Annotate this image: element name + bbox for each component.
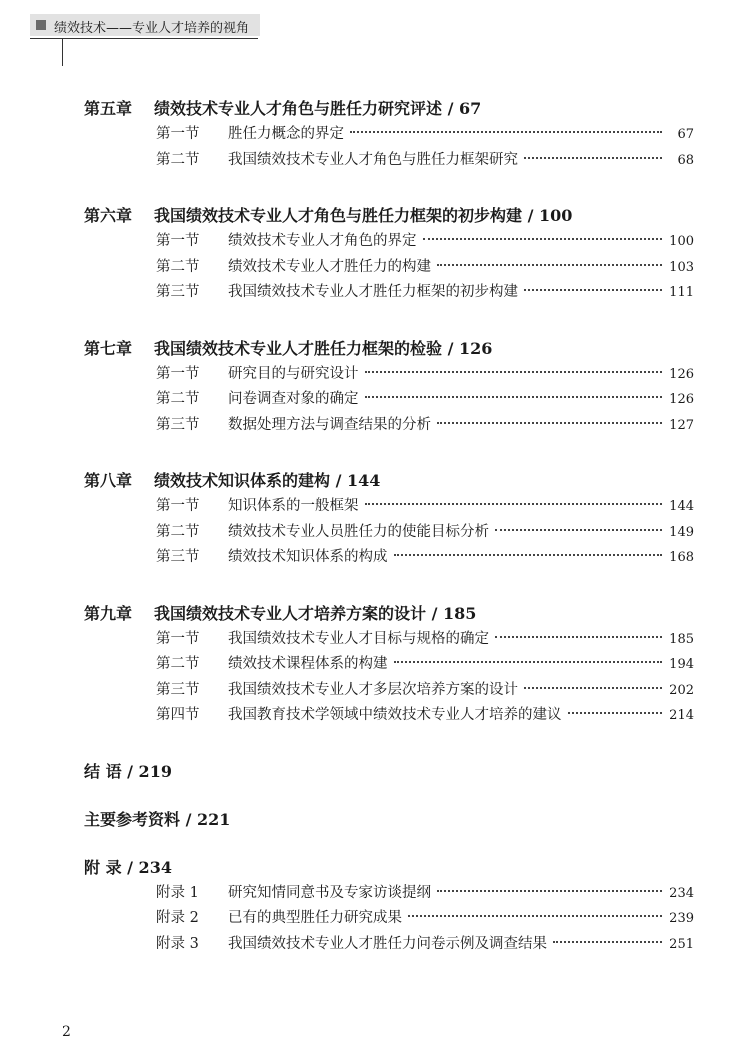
page-ref: 111 (669, 285, 694, 300)
header-tick (62, 38, 63, 66)
dot-leader (394, 554, 663, 556)
page-ref: 185 (669, 631, 694, 647)
section-title: 我国绩效技术专业人才多层次培养方案的设计 (228, 681, 518, 698)
chapter-heading (84, 468, 694, 494)
references-heading: 主要参考资料 / 221 (84, 809, 231, 829)
section-title: 我国绩效技术专业人才目标与规格的确定 (228, 630, 489, 647)
section-title: 绩效技术专业人才胜任力的构建 (228, 258, 431, 275)
section-label: 第一节 (156, 365, 200, 382)
section-label: 第二节 (156, 258, 200, 275)
section-label: 第三节 (156, 416, 200, 433)
page-ref: 239 (669, 911, 694, 926)
section-label: 第三节 (156, 549, 200, 565)
section-label: 第一节 (156, 630, 200, 647)
toc-entry (84, 627, 694, 653)
section-title: 胜任力概念的界定 (228, 126, 344, 142)
chapter-heading (84, 203, 694, 229)
dot-leader (524, 157, 662, 159)
page-ref: 234 (669, 885, 694, 901)
dot-leader (495, 636, 662, 638)
toc-entry (84, 122, 694, 148)
toc-entry (84, 652, 694, 678)
section-label: 第二节 (156, 151, 200, 168)
dot-leader (365, 371, 663, 373)
toc-entry (84, 255, 694, 281)
toc-entry (84, 932, 694, 958)
appendix-heading: 附 录 / 234 (84, 857, 172, 877)
header-square-icon (36, 20, 46, 30)
dot-leader (408, 915, 662, 917)
toc-entry (84, 362, 694, 388)
dot-leader (495, 529, 662, 531)
section-label: 第一节 (156, 498, 200, 514)
chapter-label: 第六章 (84, 206, 133, 225)
toc-entry (84, 678, 694, 704)
page-ref: 103 (669, 259, 694, 275)
section-label: 第二节 (156, 656, 200, 672)
toc-entry (84, 520, 694, 546)
section-title: 我国绩效技术专业人才胜任力框架的初步构建 (228, 284, 518, 300)
toc-entry (84, 387, 694, 413)
toc-entry (84, 703, 694, 729)
page-ref: 126 (669, 366, 694, 382)
toc-entry (84, 148, 694, 174)
chapter-5 (84, 96, 694, 173)
chapter-heading (84, 96, 694, 122)
dot-leader (568, 712, 663, 714)
section-label: 第四节 (156, 707, 200, 723)
section-title: 研究目的与研究设计 (228, 365, 359, 382)
section-title: 我国教育技术学领域中绩效技术专业人才培养的建议 (228, 707, 562, 723)
section-title: 问卷调查对象的确定 (228, 391, 359, 407)
chapter-label: 第九章 (84, 603, 133, 623)
section-title: 绩效技术专业人才角色的界定 (228, 233, 417, 249)
page-ref: 100 (669, 234, 694, 249)
chapter-title: 绩效技术知识体系的建构 / 144 (154, 471, 381, 490)
appendix-label: 附录 2 (156, 910, 199, 926)
section-title: 绩效技术课程体系的构建 (228, 656, 388, 672)
page-ref: 149 (669, 524, 694, 540)
page-ref: 202 (669, 682, 694, 698)
conclusion (84, 759, 694, 785)
page-ref: 194 (669, 657, 694, 672)
table-of-contents (84, 96, 694, 987)
section-label: 第三节 (156, 681, 200, 698)
toc-entry (84, 494, 694, 520)
chapter-9 (84, 601, 694, 729)
dot-leader (553, 941, 662, 943)
chapter-label: 第八章 (84, 471, 133, 490)
toc-entry (84, 413, 694, 439)
page-number: 2 (62, 1024, 71, 1040)
section-title: 知识体系的一般框架 (228, 498, 359, 514)
toc-entry (84, 229, 694, 255)
appendix-label: 附录 1 (156, 884, 199, 901)
dot-leader (437, 890, 662, 892)
section-title: 绩效技术专业人员胜任力的使能目标分析 (228, 523, 489, 540)
chapter-title: 我国绩效技术专业人才角色与胜任力框架的初步构建 / 100 (154, 206, 573, 225)
section-title: 数据处理方法与调查结果的分析 (228, 416, 431, 433)
dot-leader (365, 503, 663, 505)
toc-entry (84, 280, 694, 306)
dot-leader (350, 131, 662, 133)
references (84, 807, 694, 833)
chapter-title: 我国绩效技术专业人才胜任力框架的检验 / 126 (154, 338, 493, 358)
section-label: 第三节 (156, 284, 200, 300)
page-ref: 126 (669, 392, 694, 407)
dot-leader (423, 238, 663, 240)
section-label: 第一节 (156, 126, 200, 142)
dot-leader (365, 396, 663, 398)
dot-leader (524, 289, 662, 291)
section-label: 第二节 (156, 523, 200, 540)
page-ref: 68 (677, 152, 694, 168)
dot-leader (524, 687, 662, 689)
toc-entry (84, 906, 694, 932)
chapter-heading (84, 336, 694, 362)
dot-leader (394, 661, 663, 663)
page-ref: 67 (677, 127, 694, 142)
appendix-title: 研究知情同意书及专家访谈提纲 (228, 884, 431, 901)
section-label: 第二节 (156, 391, 200, 407)
page-ref: 168 (669, 550, 694, 565)
page-ref: 144 (669, 499, 694, 514)
toc-entry (84, 545, 694, 571)
chapter-6 (84, 203, 694, 306)
appendix-label: 附录 3 (156, 935, 199, 952)
page-ref: 251 (669, 936, 694, 952)
chapter-label: 第七章 (84, 338, 133, 358)
dot-leader (437, 264, 662, 266)
running-header-title: 绩效技术——专业人才培养的视角 (54, 21, 250, 36)
toc-entry (84, 881, 694, 907)
chapter-label: 第五章 (84, 99, 133, 118)
header-rule (30, 38, 258, 39)
section-title: 我国绩效技术专业人才角色与胜任力框架研究 (228, 151, 518, 168)
running-header (30, 14, 260, 36)
appendix (84, 855, 694, 958)
chapter-8 (84, 468, 694, 571)
conclusion-heading: 结 语 / 219 (84, 761, 172, 781)
chapter-7 (84, 336, 694, 439)
chapter-title: 我国绩效技术专业人才培养方案的设计 / 185 (154, 603, 477, 623)
appendix-title: 已有的典型胜任力研究成果 (228, 910, 402, 926)
appendix-title: 我国绩效技术专业人才胜任力问卷示例及调查结果 (228, 935, 547, 952)
chapter-heading (84, 601, 694, 627)
page-ref: 214 (669, 708, 694, 723)
section-label: 第一节 (156, 233, 200, 249)
section-title: 绩效技术知识体系的构成 (228, 549, 388, 565)
dot-leader (437, 422, 662, 424)
chapter-title: 绩效技术专业人才角色与胜任力研究评述 / 67 (154, 99, 482, 118)
page-ref: 127 (669, 417, 694, 433)
